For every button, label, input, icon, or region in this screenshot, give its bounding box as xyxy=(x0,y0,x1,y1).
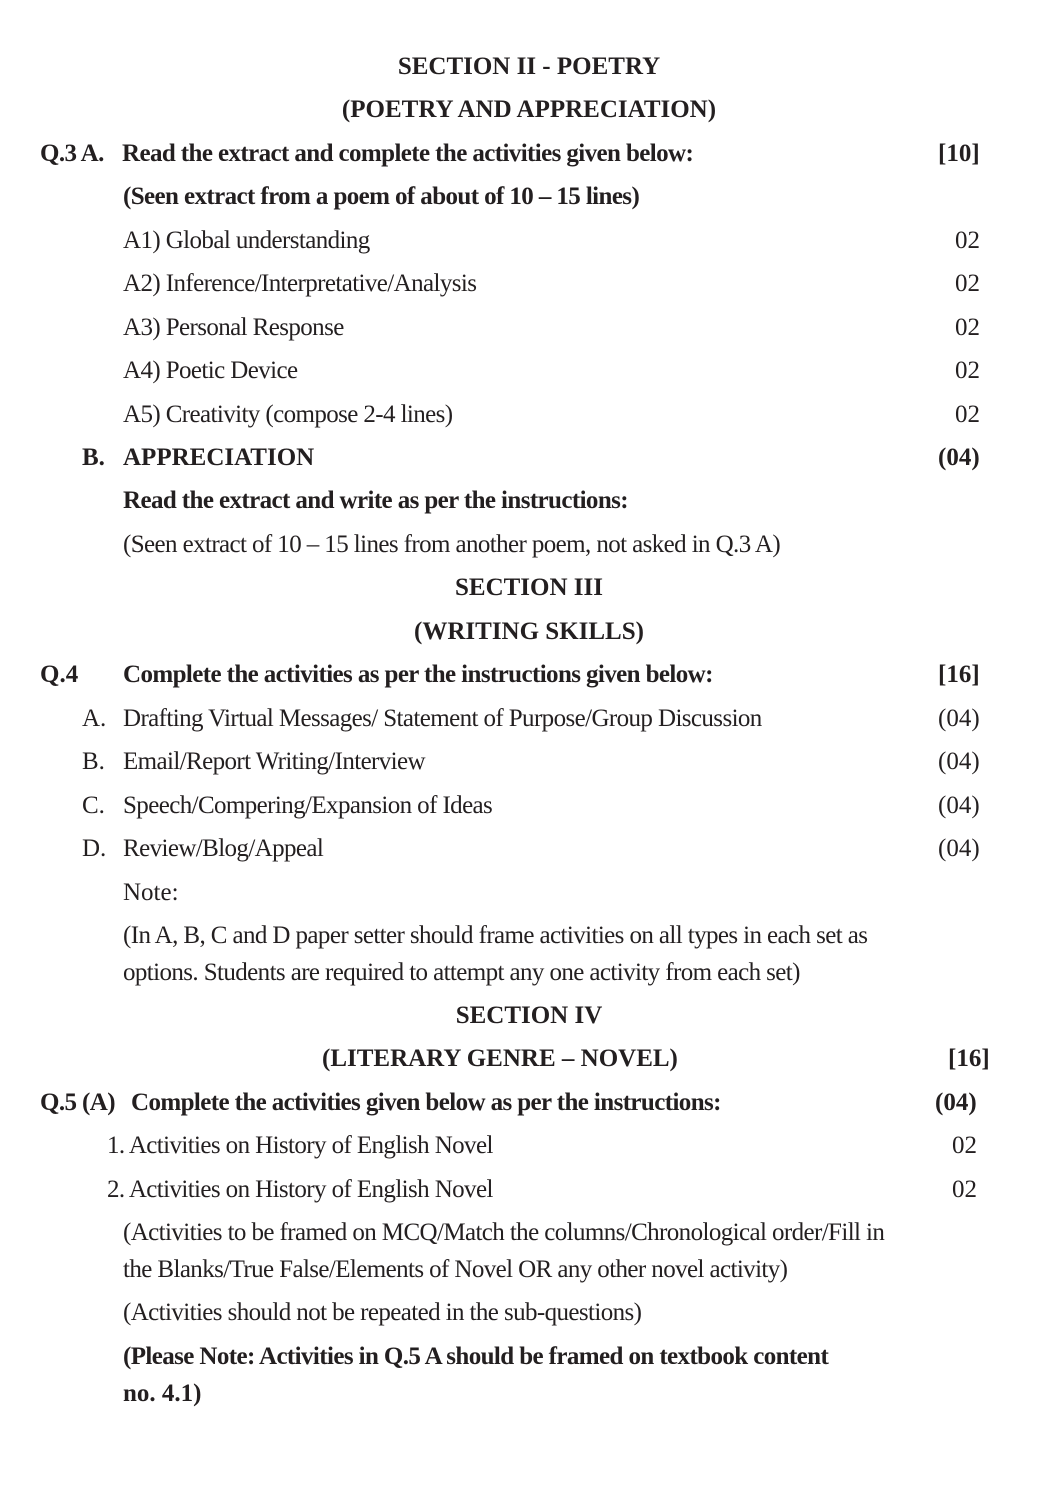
q5a-label: Q.5 (A) xyxy=(40,1089,115,1116)
q4-item-b: Email/Report Writing/Interview xyxy=(123,748,425,775)
q3a-item-a5-marks: 02 xyxy=(955,401,980,428)
section-3-subtitle: (WRITING SKILLS) xyxy=(414,618,644,645)
q3a-item-a1: A1) Global understanding xyxy=(123,227,370,254)
q4-item-c: Speech/Compering/Expansion of Ideas xyxy=(123,792,493,819)
q4-item-b-marks: (04) xyxy=(938,748,980,775)
q5a-item-2-marks: 02 xyxy=(952,1176,977,1203)
section-4-marks: [16] xyxy=(948,1045,990,1072)
q4-text: Complete the activities as per the instructions given below: xyxy=(123,661,713,688)
q4-item-d-marks: (04) xyxy=(938,835,980,862)
q4-item-c-label: C. xyxy=(82,792,105,819)
q3a-item-a1-marks: 02 xyxy=(955,227,980,254)
q5a-please-note-line-1: (Please Note: Activities in Q.5 A should be framed on textbook content xyxy=(123,1343,829,1370)
q3a-label: Q.3 A. xyxy=(40,140,104,167)
q3b-instruction: Read the extract and write as per the instructions: xyxy=(123,487,628,514)
q4-label: Q.4 xyxy=(40,661,79,688)
q3b-note: (Seen extract of 10 – 15 lines from another poem, not asked in Q.3 A) xyxy=(123,531,781,558)
q3a-note: (Seen extract from a poem of about of 10 – 15 lines) xyxy=(123,183,640,210)
section-3-title: SECTION III xyxy=(455,574,603,601)
q4-note-label: Note: xyxy=(123,879,179,906)
q4-item-b-label: B. xyxy=(82,748,105,775)
q3a-item-a2-marks: 02 xyxy=(955,270,980,297)
q4-note-line-2: options. Students are required to attempt any one activity from each set) xyxy=(123,959,800,986)
q3a-item-a4-marks: 02 xyxy=(955,357,980,384)
q5a-text: Complete the activities given below as per the instructions: xyxy=(131,1089,721,1116)
q5a-note2: (Activities should not be repeated in the sub-questions) xyxy=(123,1299,642,1326)
q4-item-c-marks: (04) xyxy=(938,792,980,819)
q3a-text: Read the extract and complete the activities given below: xyxy=(122,140,694,167)
q4-marks: [16] xyxy=(938,661,980,688)
q4-item-a-marks: (04) xyxy=(938,705,980,732)
q3a-item-a3: A3) Personal Response xyxy=(123,314,344,341)
q4-item-a: Drafting Virtual Messages/ Statement of Purpose/Group Discussion xyxy=(123,705,762,732)
q5a-item-1: 1. Activities on History of English Novel xyxy=(107,1132,493,1159)
q5a-note1-line-1: (Activities to be framed on MCQ/Match the columns/Chronological order/Fill in xyxy=(123,1219,885,1246)
q5a-note1-line-2: the Blanks/True False/Elements of Novel OR any other novel activity) xyxy=(123,1256,788,1283)
q3a-marks: [10] xyxy=(938,140,980,167)
q4-item-d: Review/Blog/Appeal xyxy=(123,835,324,862)
q3a-item-a5: A5) Creativity (compose 2-4 lines) xyxy=(123,401,453,428)
q3a-item-a2: A2) Inference/Interpretative/Analysis xyxy=(123,270,477,297)
q5a-please-note-line-2: no. 4.1) xyxy=(123,1380,202,1407)
section-2-title: SECTION II - POETRY xyxy=(397,53,661,80)
q3a-item-a4: A4) Poetic Device xyxy=(123,357,298,384)
q4-note-line-1: (In A, B, C and D paper setter should frame activities on all types in each set as xyxy=(123,922,868,949)
q4-item-d-label: D. xyxy=(82,835,107,862)
section-4-title: SECTION IV xyxy=(455,1002,603,1029)
q5a-item-1-marks: 02 xyxy=(952,1132,977,1159)
q3b-heading: APPRECIATION xyxy=(123,444,315,471)
section-2-subtitle: (POETRY AND APPRECIATION) xyxy=(341,96,717,123)
q5a-marks: (04) xyxy=(935,1089,977,1116)
q3b-label: B. xyxy=(82,444,105,471)
q4-item-a-label: A. xyxy=(82,705,107,732)
section-4-subtitle: (LITERARY GENRE – NOVEL) xyxy=(322,1045,678,1072)
q3a-item-a3-marks: 02 xyxy=(955,314,980,341)
q3b-marks: (04) xyxy=(938,444,980,471)
q5a-item-2: 2. Activities on History of English Novel xyxy=(107,1176,493,1203)
